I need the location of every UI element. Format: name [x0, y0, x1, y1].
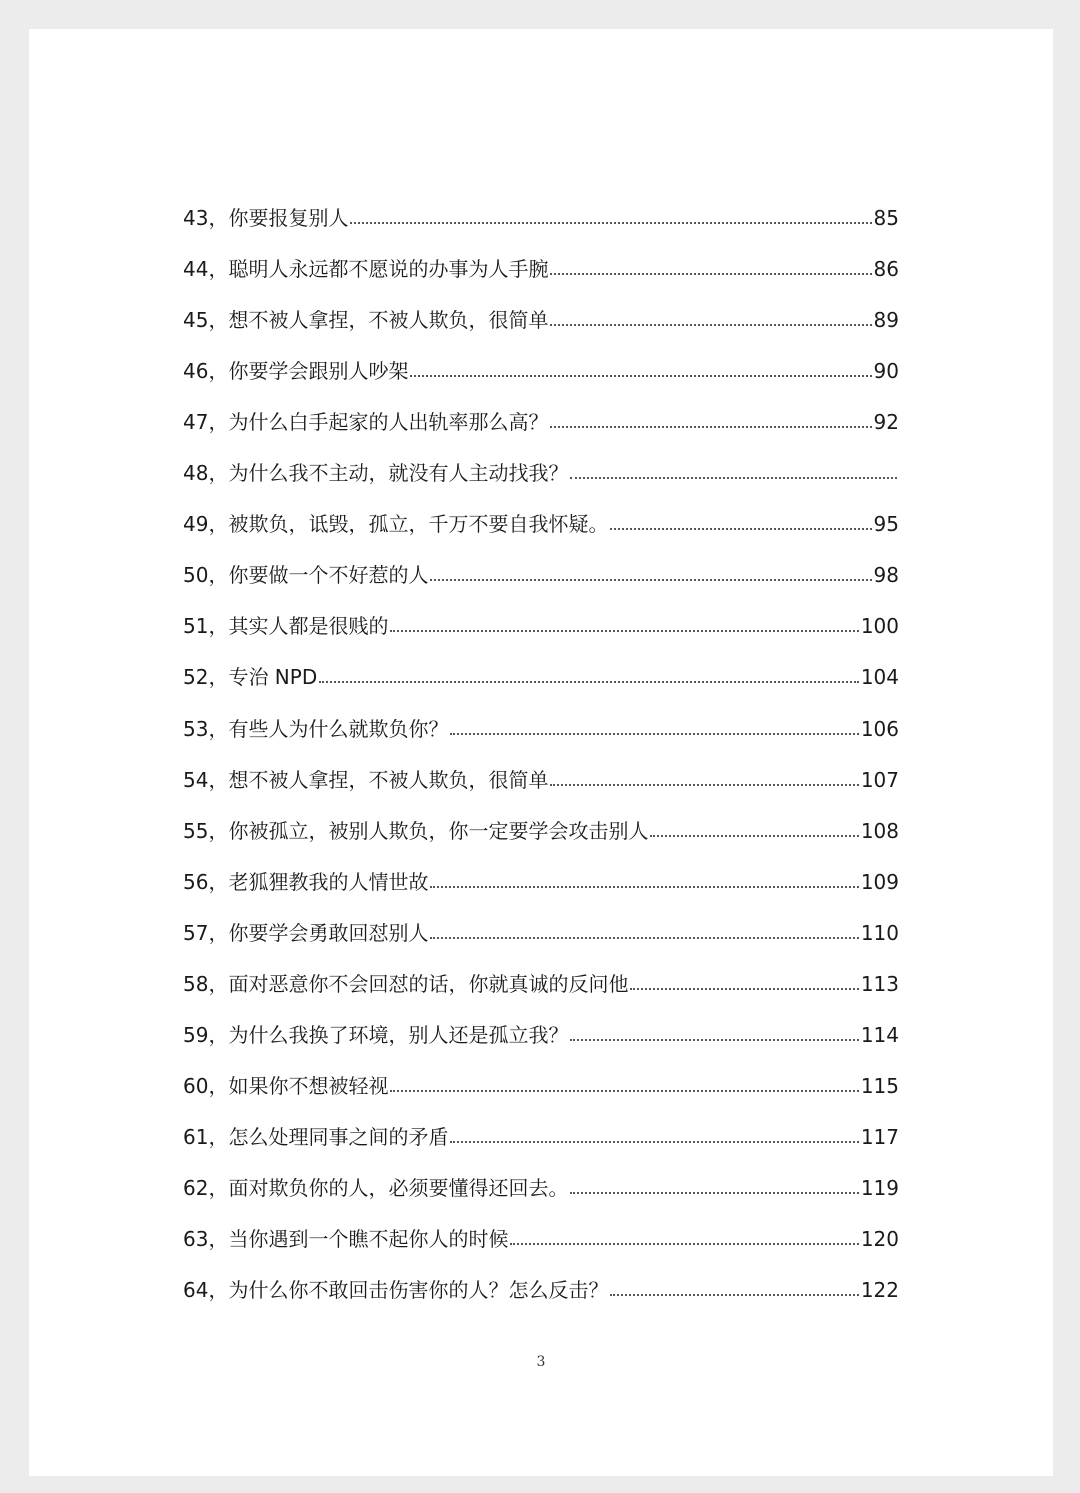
- toc-dot-leader: [319, 681, 859, 683]
- toc-entry-page: 110: [860, 920, 899, 945]
- toc-entry[interactable]: [183, 739, 899, 790]
- toc-entry[interactable]: [183, 994, 899, 1045]
- toc-entry[interactable]: [183, 1249, 899, 1303]
- toc-entry[interactable]: [183, 687, 899, 741]
- toc-entry-title: 你要做一个不好惹的人: [228, 563, 429, 588]
- toc-dot-leader: [390, 1090, 858, 1092]
- toc-dot-leader: [510, 1243, 858, 1245]
- toc-entry[interactable]: [183, 892, 899, 943]
- toc-entry-title: 想不被人拿捏，不被人欺负，很简单: [228, 767, 549, 792]
- toc-entry-number: 57，: [183, 920, 229, 945]
- toc-entry-page: 113: [860, 971, 899, 996]
- toc-dot-leader: [550, 784, 858, 786]
- toc-entry-page: 86: [873, 257, 899, 282]
- toc-dot-leader: [390, 630, 858, 632]
- toc-entry-number: 59，: [183, 1022, 229, 1047]
- toc-entry[interactable]: [183, 585, 899, 639]
- toc-entry[interactable]: [183, 534, 899, 588]
- toc-dot-leader: [450, 733, 858, 735]
- toc-entry-number: 45，: [183, 308, 229, 333]
- toc-entry-title: 你要学会跟别人吵架: [228, 359, 409, 384]
- toc-entry-number: 47，: [183, 410, 229, 435]
- toc-entry-title: 有些人为什么就欺负你？: [228, 716, 449, 741]
- toc-entry-title: 其实人都是很贱的: [228, 614, 389, 639]
- toc-entry-page: 92: [873, 410, 899, 435]
- toc-entry-page: 100: [860, 614, 899, 639]
- toc-entry-number: 60，: [183, 1073, 229, 1098]
- toc-dot-leader: [430, 937, 858, 939]
- toc-dot-leader: [410, 375, 871, 377]
- toc-entry-page: 114: [860, 1022, 899, 1047]
- toc-entry-title: 你要学会勇敢回怼别人: [228, 920, 429, 945]
- toc-entry-number: 50，: [183, 563, 229, 588]
- toc-entry-number: 53，: [183, 716, 229, 741]
- toc-dot-leader: [650, 835, 858, 837]
- toc-dot-leader: [610, 528, 871, 530]
- toc-entry-page: 85: [873, 206, 899, 231]
- toc-entry-number: 46，: [183, 359, 229, 384]
- toc-dot-leader: [450, 1141, 858, 1143]
- toc-entry-number: 55，: [183, 818, 229, 843]
- toc-entry-page: 109: [860, 869, 899, 894]
- toc-entry-number: 48，: [183, 461, 229, 486]
- toc-entry-title: 为什么我换了环境，别人还是孤立我？: [228, 1022, 569, 1047]
- toc-entry-title: 当你遇到一个瞧不起你人的时候: [228, 1226, 509, 1251]
- toc-entry[interactable]: [183, 1096, 899, 1147]
- toc-entry-number: 63，: [183, 1226, 229, 1251]
- toc-entry-number: 43，: [183, 206, 229, 231]
- toc-entry[interactable]: [183, 177, 899, 231]
- toc-entry-page: 104: [860, 665, 899, 690]
- toc-entry-number: 54，: [183, 767, 229, 792]
- toc-entry-title: 面对恶意你不会回怼的话，你就真诚的反问他: [228, 971, 629, 996]
- toc-entry[interactable]: [183, 432, 899, 486]
- toc-dot-leader: [350, 222, 871, 224]
- toc-entry[interactable]: [183, 330, 899, 384]
- toc-entry-number: 61，: [183, 1124, 229, 1149]
- toc-entry-page: 89: [873, 308, 899, 333]
- toc-entry-title: 为什么白手起家的人出轨率那么高？: [228, 410, 549, 435]
- toc-entry-page: 119: [860, 1175, 899, 1200]
- toc-entry-page: 108: [860, 818, 899, 843]
- toc-entry-page: 107: [860, 767, 899, 792]
- toc-entry[interactable]: [183, 1147, 899, 1198]
- toc-entry[interactable]: [183, 483, 899, 537]
- toc-entry-page: 122: [860, 1278, 899, 1303]
- toc-dot-leader: [550, 324, 871, 326]
- toc-dot-leader: [550, 273, 871, 275]
- toc-entry-number: 64，: [183, 1278, 229, 1303]
- toc-dot-leader: [430, 886, 858, 888]
- toc-dot-leader: [570, 1039, 858, 1041]
- toc-entry-title: 如果你不想被轻视: [228, 1073, 389, 1098]
- toc-entry-number: 56，: [183, 869, 229, 894]
- toc-entry-title: 怎么处理同事之间的矛盾: [228, 1124, 449, 1149]
- toc-entry[interactable]: [183, 1045, 899, 1096]
- toc-entry-page: 115: [860, 1073, 899, 1098]
- toc-entry[interactable]: [183, 381, 899, 435]
- toc-entry[interactable]: [183, 636, 899, 690]
- toc-entry[interactable]: [183, 1198, 899, 1249]
- toc-entry-title: 你要报复别人: [228, 206, 349, 231]
- document-page: [29, 29, 1053, 1476]
- toc-entry-title: 面对欺负你的人，必须要懂得还回去。: [228, 1175, 569, 1200]
- toc-entry-title: 聪明人永远都不愿说的办事为人手腕: [228, 257, 549, 282]
- toc-entry-number: 62，: [183, 1175, 229, 1200]
- toc-entry-number: 44，: [183, 257, 229, 282]
- toc-entry[interactable]: [183, 228, 899, 282]
- toc-entry-page: 106: [860, 716, 899, 741]
- toc-entry-number: 51，: [183, 614, 229, 639]
- toc-entry[interactable]: [183, 943, 899, 994]
- toc-entry-page: 95: [873, 512, 899, 537]
- toc-entry-title: 专治 NPD: [228, 665, 318, 690]
- toc-dot-leader: [630, 988, 858, 990]
- toc-entry-title: 为什么你不敢回击伤害你的人？怎么反击？: [228, 1278, 609, 1303]
- toc-entry[interactable]: [183, 790, 899, 841]
- toc-entry-number: 58，: [183, 971, 229, 996]
- toc-entry-title: 想不被人拿捏，不被人欺负，很简单: [228, 308, 549, 333]
- toc-entry-number: 49，: [183, 512, 229, 537]
- table-of-contents: [183, 177, 899, 1303]
- page-number: 3: [536, 1354, 546, 1370]
- toc-dot-leader: [430, 579, 871, 581]
- toc-dot-leader: [610, 1294, 858, 1296]
- toc-dot-leader: [570, 1192, 858, 1194]
- toc-entry-page: 90: [873, 359, 899, 384]
- toc-entry[interactable]: [183, 279, 899, 333]
- toc-entry-title: 为什么我不主动，就没有人主动找我？: [228, 461, 569, 486]
- toc-entry-page: 98: [873, 563, 899, 588]
- toc-entry-page: 120: [860, 1226, 899, 1251]
- toc-dot-leader: [550, 426, 871, 428]
- toc-entry[interactable]: [183, 841, 899, 892]
- toc-entry-title: 你被孤立，被别人欺负，你一定要学会攻击别人: [228, 818, 649, 843]
- toc-entry-number: 52，: [183, 665, 229, 690]
- toc-entry-title: 老狐狸教我的人情世故: [228, 869, 429, 894]
- toc-entry-title: 被欺负，诋毁，孤立，千万不要自我怀疑。: [228, 512, 609, 537]
- toc-entry-page: 117: [860, 1124, 899, 1149]
- toc-dot-leader: [570, 477, 897, 479]
